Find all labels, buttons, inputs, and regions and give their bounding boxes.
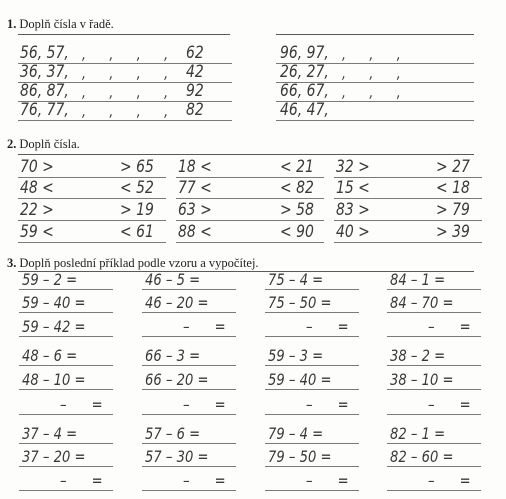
section-2-number: 2.: [7, 137, 17, 151]
exercise-text: 75 – 4 =: [268, 270, 324, 289]
comparison-left: 70 >: [20, 157, 54, 177]
exercise-text: 38 – 10 =: [390, 370, 454, 389]
exercise-text: – =: [428, 317, 471, 336]
exercise-line: [142, 389, 236, 390]
exercise-text: 57 – 30 =: [145, 447, 209, 466]
exercise-text: 82 – 60 =: [390, 447, 454, 466]
exercise-line: [142, 365, 236, 366]
comparison-left: 63 >: [178, 200, 212, 220]
comparison-left: 59 <: [20, 222, 54, 242]
exercise-text: – =: [306, 395, 349, 414]
exercise-line: [387, 490, 481, 491]
exercise-line: [19, 466, 113, 467]
comparison-right: < 61: [120, 222, 154, 242]
exercise-text: 82 – 1 =: [390, 424, 446, 443]
exercise-text: – =: [306, 471, 349, 490]
exercise-text: 66 – 3 =: [145, 346, 201, 365]
comparison-left: 22 >: [20, 200, 54, 220]
sequence-blanks: , , , ,: [82, 83, 169, 101]
section-2-heading: [7, 137, 80, 151]
exercise-text: – =: [428, 471, 471, 490]
exercise-line: [265, 443, 359, 444]
sequence-start: 36, 37,: [20, 62, 69, 82]
section-3-title: Doplň poslední příklad podle vzoru a vypočítej.: [19, 256, 259, 270]
exercise-text: – =: [183, 317, 226, 336]
section-1-heading: [7, 17, 114, 31]
exercise-text: 48 – 6 =: [22, 346, 78, 365]
comparison-left: 88 <: [178, 222, 212, 242]
comparison-left: 77 <: [178, 178, 212, 198]
section-2-title: Doplň čísla.: [19, 137, 80, 151]
sequence-start: 96, 97,: [280, 43, 329, 63]
comparison-left: 48 <: [20, 178, 54, 198]
comparison-right: > 39: [436, 222, 470, 242]
exercise-line: [142, 414, 236, 415]
exercise-line: [265, 466, 359, 467]
exercise-line: [142, 443, 236, 444]
exercise-line: [142, 336, 236, 337]
exercise-line: [19, 289, 113, 290]
exercise-text: 66 – 20 =: [145, 370, 209, 389]
exercise-text: 79 – 50 =: [268, 447, 332, 466]
comparison-line: [334, 220, 482, 221]
exercise-line: [19, 312, 113, 313]
comparison-line: [334, 242, 482, 243]
sequence-line: [18, 120, 232, 121]
exercise-text: 46 – 20 =: [145, 293, 209, 312]
exercise-text: 79 – 4 =: [268, 424, 324, 443]
exercise-line: [265, 414, 359, 415]
comparison-line: [18, 242, 166, 243]
exercise-text: – =: [183, 471, 226, 490]
comparison-left: 40 >: [336, 222, 370, 242]
section-1-top-line: [18, 34, 230, 35]
exercise-text: 46 – 5 =: [145, 270, 201, 289]
exercise-text: 59 – 3 =: [268, 346, 324, 365]
exercise-line: [387, 389, 481, 390]
exercise-line: [387, 336, 481, 337]
exercise-line: [19, 365, 113, 366]
comparison-right: > 65: [120, 157, 154, 177]
exercise-line: [265, 312, 359, 313]
comparison-right: > 58: [280, 200, 314, 220]
comparison-line: [176, 220, 324, 221]
sequence-blanks: , , ,: [342, 45, 401, 63]
exercise-line: [387, 443, 481, 444]
exercise-line: [265, 365, 359, 366]
exercise-text: – =: [60, 395, 103, 414]
exercise-line: [387, 414, 481, 415]
comparison-left: 15 <: [336, 178, 370, 198]
exercise-line: [142, 490, 236, 491]
comparison-right: > 27: [436, 157, 470, 177]
comparison-line: [176, 198, 324, 199]
sequence-blanks: , , ,: [342, 64, 401, 82]
comparison-right: < 90: [280, 222, 314, 242]
exercise-text: 59 – 40 =: [268, 370, 332, 389]
sequence-blanks: , , ,: [342, 83, 401, 101]
section-1-number: 1.: [7, 17, 17, 31]
exercise-line: [142, 466, 236, 467]
section-1-top-line-right: [276, 34, 474, 35]
comparison-line: [18, 198, 166, 199]
exercise-line: [265, 389, 359, 390]
comparison-line: [176, 242, 324, 243]
section-1-title: Doplň čísla v řadě.: [19, 17, 114, 31]
exercise-text: 59 – 42 =: [22, 317, 86, 336]
comparison-right: < 82: [280, 178, 314, 198]
comparison-right: > 79: [436, 200, 470, 220]
sequence-end: 92: [186, 81, 204, 101]
sequence-blanks: , , , ,: [82, 64, 169, 82]
exercise-text: 57 – 6 =: [145, 424, 201, 443]
exercise-line: [19, 490, 113, 491]
exercise-line: [19, 389, 113, 390]
exercise-text: 84 – 1 =: [390, 270, 446, 289]
sequence-start: 86, 87,: [20, 81, 69, 101]
exercise-text: 59 – 2 =: [22, 270, 78, 289]
exercise-text: 59 – 40 =: [22, 293, 86, 312]
exercise-text: – =: [428, 395, 471, 414]
comparison-right: < 52: [120, 178, 154, 198]
exercise-text: 75 – 50 =: [268, 293, 332, 312]
exercise-line: [19, 414, 113, 415]
exercise-text: 84 – 70 =: [390, 293, 454, 312]
comparison-left: 83 >: [336, 200, 370, 220]
section-3-heading: [7, 256, 259, 270]
comparison-line: [18, 220, 166, 221]
exercise-line: [19, 336, 113, 337]
sequence-start: 66, 67,: [280, 81, 329, 101]
comparison-right: < 18: [436, 178, 470, 198]
comparison-line: [334, 198, 482, 199]
sequence-end: 42: [186, 62, 204, 82]
exercise-line: [387, 466, 481, 467]
exercise-line: [387, 365, 481, 366]
sequence-end: 82: [186, 100, 204, 120]
exercise-line: [142, 289, 236, 290]
comparison-left: 32 >: [336, 157, 370, 177]
sequence-start: 46, 47,: [280, 100, 329, 120]
sequence-start: 56, 57,: [20, 43, 69, 63]
exercise-line: [19, 443, 113, 444]
sequence-line: [276, 120, 474, 121]
exercise-line: [265, 336, 359, 337]
exercise-line: [265, 289, 359, 290]
comparison-right: > 19: [120, 200, 154, 220]
exercise-text: – =: [183, 395, 226, 414]
sequence-start: 76, 77,: [20, 100, 69, 120]
sequence-end: 62: [186, 43, 204, 63]
exercise-text: 37 – 4 =: [22, 424, 78, 443]
section-3-number: 3.: [7, 256, 17, 270]
exercise-line: [387, 312, 481, 313]
sequence-start: 26, 27,: [280, 62, 329, 82]
sequence-blanks: , , , ,: [82, 45, 169, 63]
sequence-blanks: , , , ,: [82, 102, 169, 120]
exercise-line: [265, 490, 359, 491]
section-2-top-line: [18, 154, 474, 155]
comparison-left: 18 <: [178, 157, 212, 177]
exercise-text: 48 – 10 =: [22, 370, 86, 389]
exercise-text: – =: [60, 471, 103, 490]
exercise-text: 37 – 20 =: [22, 447, 86, 466]
exercise-line: [387, 289, 481, 290]
comparison-right: < 21: [280, 157, 314, 177]
exercise-text: – =: [306, 317, 349, 336]
exercise-text: 38 – 2 =: [390, 346, 446, 365]
exercise-line: [142, 312, 236, 313]
